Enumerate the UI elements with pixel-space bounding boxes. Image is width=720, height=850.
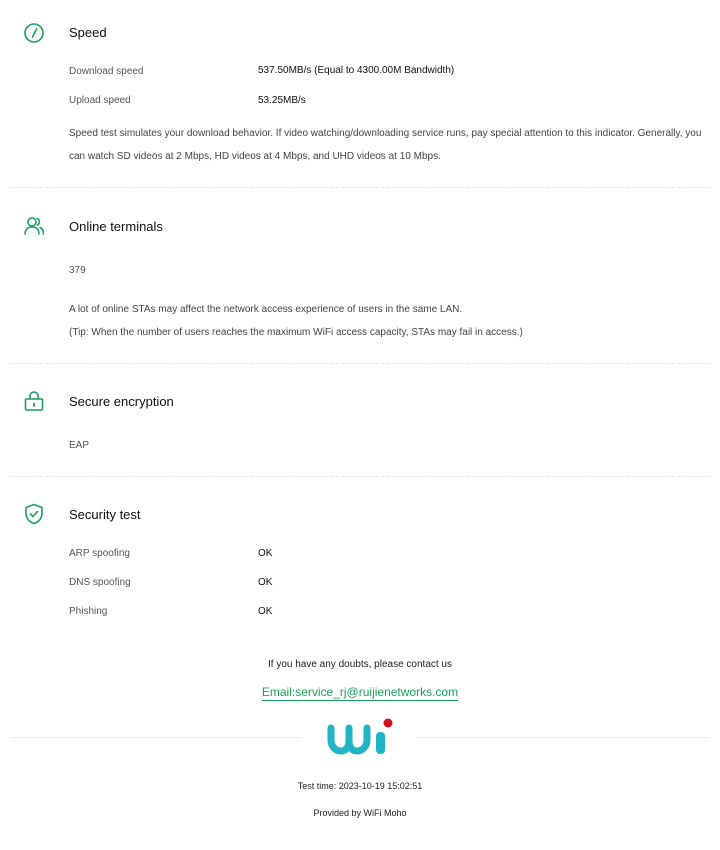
users-icon [22,214,46,238]
upload-speed-value: 53.25MB/s [258,95,306,106]
divider [10,187,710,188]
lock-icon [22,389,46,413]
security-title: Security test [69,507,141,522]
provided-by: Provided by WiFi Moho [313,808,407,818]
terminals-title: Online terminals [69,219,163,234]
dns-spoofing-label: DNS spoofing [69,577,131,588]
encryption-value: EAP [69,440,90,451]
terminals-tip: (Tip: When the number of users reaches the maximum WiFi access capacity, STAs may fail in access.) [69,327,523,338]
divider [10,363,710,364]
terminals-count: 379 [69,265,86,276]
upload-speed-label: Upload speed [69,95,131,106]
phishing-value: OK [258,606,273,617]
phishing-label: Phishing [69,606,108,617]
wifi-moho-logo [327,716,393,758]
footer-divider-right [416,737,710,738]
download-speed-value: 537.50MB/s (Equal to 4300.00M Bandwidth) [258,65,455,76]
download-speed-label: Download speed [69,66,144,77]
contact-email-link[interactable]: Email:service_rj@ruijienetworks.com [261,685,459,699]
arp-spoofing-value: OK [258,548,273,559]
contact-prompt: If you have any doubts, please contact us [267,659,452,670]
divider [10,476,710,477]
arp-spoofing-label: ARP spoofing [69,548,130,559]
footer-divider-left [10,737,302,738]
speedometer-icon [22,21,46,45]
terminals-note: A lot of online STAs may affect the network access experience of users in the same LAN. [69,304,463,315]
contact-email-row [0,683,720,701]
speed-title: Speed [69,25,107,40]
dns-spoofing-value: OK [258,577,273,588]
test-time: Test time: 2023-10-19 15:02:51 [297,781,423,791]
shield-check-icon [22,502,46,526]
encryption-title: Secure encryption [69,394,174,409]
speed-note: Speed test simulates your download behavior. If video watching/downloading service runs, pay special attention to this indicator. Generally, you can watch SD videos at 2 Mbps, HD videos at 4 Mbps, and UHD videos at 10 Mbps. [69,128,702,162]
